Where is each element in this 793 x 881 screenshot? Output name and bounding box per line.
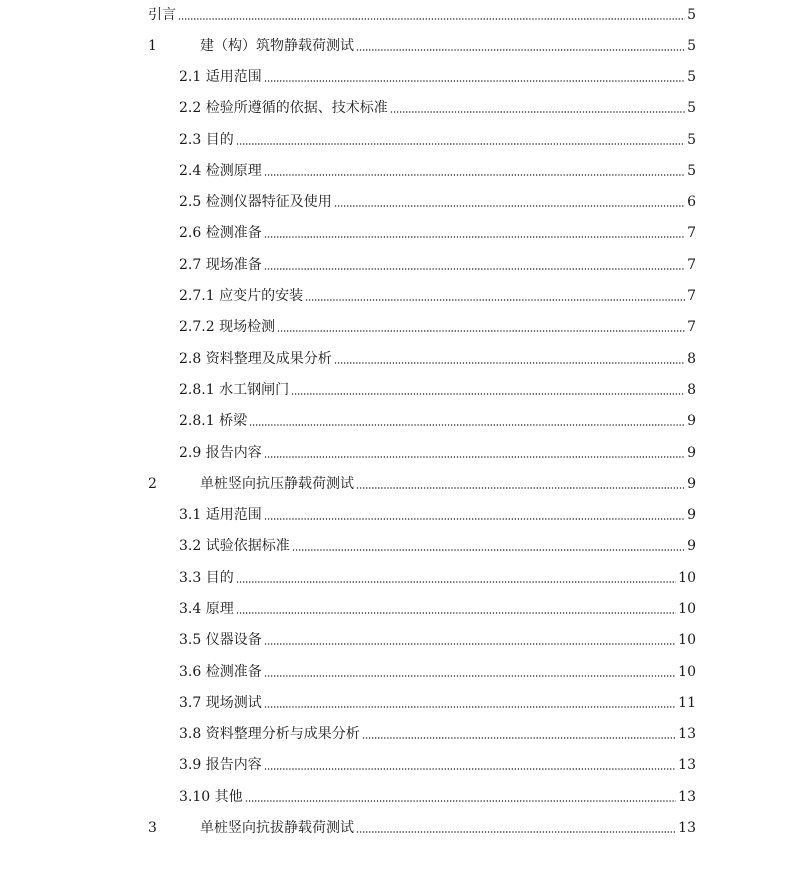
toc-entry-title: 3.2 试验依据标准 <box>179 538 290 555</box>
toc-page-number: 8 <box>687 350 696 367</box>
toc-entry[interactable] <box>148 155 696 186</box>
toc-entry-title: 3.1 适用范围 <box>179 507 262 524</box>
toc-entry-title: 2.8.1 水工钢闸门 <box>179 381 290 398</box>
toc-dot-leader <box>264 517 685 521</box>
toc-entry[interactable] <box>148 280 696 311</box>
toc-entry[interactable] <box>148 0 696 30</box>
toc-dot-leader <box>264 455 685 459</box>
toc-entry-title: 2.7.2 现场检测 <box>179 319 276 336</box>
toc-entry-title: 3.6 检测准备 <box>179 663 262 680</box>
toc-dot-leader <box>390 110 685 114</box>
toc-page-number: 9 <box>687 413 696 430</box>
toc-entry-title: 2.4 检测原理 <box>179 162 262 179</box>
toc-page-number: 5 <box>687 37 696 54</box>
toc-dot-leader <box>264 267 685 271</box>
toc-page-number: 13 <box>678 726 696 743</box>
toc-entry[interactable] <box>148 312 696 343</box>
toc-entry-title: 单桩竖向抗压静载荷测试 <box>200 475 354 492</box>
toc-entry-title: 2.3 目的 <box>179 131 234 148</box>
toc-page-number: 10 <box>678 569 696 586</box>
toc-page-number: 10 <box>678 663 696 680</box>
toc-page-number: 5 <box>687 162 696 179</box>
toc-entry[interactable] <box>148 374 696 405</box>
toc-entry[interactable] <box>148 593 696 624</box>
toc-page-number: 5 <box>687 100 696 117</box>
toc-entry-title: 2.8.1 桥梁 <box>179 413 248 430</box>
toc-dot-leader <box>264 79 685 83</box>
toc-entry[interactable] <box>148 562 696 593</box>
toc-entry[interactable] <box>148 656 696 687</box>
toc-dot-leader <box>178 17 685 21</box>
toc-entry-title: 3.10 其他 <box>179 788 243 805</box>
toc-entry-title: 2.5 检测仪器特征及使用 <box>179 194 332 211</box>
toc-entry[interactable] <box>148 124 696 155</box>
toc-dot-leader <box>245 799 677 803</box>
toc-dot-leader <box>249 423 685 427</box>
toc-page-number: 13 <box>678 820 696 837</box>
toc-entry[interactable] <box>148 750 696 781</box>
toc-page-number: 9 <box>687 507 696 524</box>
toc-dot-leader <box>277 329 685 333</box>
toc-page-number: 7 <box>687 319 696 336</box>
toc-entry-title: 引言 <box>148 7 176 23</box>
toc-dot-leader <box>264 674 676 678</box>
toc-page-number: 13 <box>678 788 696 805</box>
toc-entry-title: 2.2 检验所遵循的依据、技术标准 <box>179 100 388 117</box>
toc-dot-leader <box>305 298 685 302</box>
toc-entry-title: 3.8 资料整理分析与成果分析 <box>179 726 360 743</box>
toc-entry[interactable] <box>148 625 696 656</box>
toc-page-number: 10 <box>678 600 696 617</box>
toc-entry-title: 2.7 现场准备 <box>179 256 262 273</box>
toc-entry[interactable] <box>148 61 696 92</box>
toc-page-number: 5 <box>687 68 696 85</box>
toc-entry-title: 建（构）筑物静载荷测试 <box>200 37 354 54</box>
toc-entry[interactable] <box>148 781 696 812</box>
toc-entry[interactable] <box>148 719 696 750</box>
toc-entry-title: 3.9 报告内容 <box>179 757 262 774</box>
toc-entry[interactable] <box>148 249 696 280</box>
toc-dot-leader <box>264 767 676 771</box>
toc-entry[interactable] <box>148 499 696 530</box>
toc-dot-leader <box>236 611 676 615</box>
toc-dot-leader <box>264 173 685 177</box>
toc-dot-leader <box>362 736 676 740</box>
toc-dot-leader <box>236 142 685 146</box>
toc-entry-title: 2.8 资料整理及成果分析 <box>179 350 332 367</box>
toc-entry[interactable] <box>148 687 696 718</box>
toc-page-number: 7 <box>687 256 696 273</box>
toc-dot-leader <box>334 204 685 208</box>
table-of-contents <box>148 0 696 844</box>
toc-entry[interactable] <box>148 343 696 374</box>
toc-dot-leader <box>334 361 685 365</box>
toc-entry-title: 3.5 仪器设备 <box>179 632 262 649</box>
toc-dot-leader <box>264 235 685 239</box>
toc-entry[interactable] <box>148 437 696 468</box>
toc-entry[interactable] <box>148 186 696 217</box>
toc-entry[interactable] <box>148 812 696 843</box>
toc-dot-leader <box>291 392 685 396</box>
toc-entry-title: 3.3 目的 <box>179 569 234 586</box>
toc-chapter-number: 1 <box>148 37 157 54</box>
toc-entry-title: 2.7.1 应变片的安装 <box>179 288 304 305</box>
toc-page-number: 6 <box>687 194 696 211</box>
toc-dot-leader <box>356 830 676 834</box>
toc-page-number: 5 <box>687 7 696 23</box>
toc-chapter-number: 3 <box>148 820 157 837</box>
toc-entry[interactable] <box>148 531 696 562</box>
toc-entry[interactable] <box>148 406 696 437</box>
toc-entry[interactable] <box>148 93 696 124</box>
toc-chapter-number: 2 <box>148 475 157 492</box>
toc-page-number: 9 <box>687 538 696 555</box>
toc-entry-title: 2.9 报告内容 <box>179 444 262 461</box>
toc-entry-title: 3.4 原理 <box>179 600 234 617</box>
toc-entry-title: 单桩竖向抗拔静载荷测试 <box>200 820 354 837</box>
toc-entry[interactable] <box>148 468 696 499</box>
toc-entry[interactable] <box>148 30 696 61</box>
toc-page-number: 8 <box>687 381 696 398</box>
toc-page-number: 9 <box>687 475 696 492</box>
toc-page-number: 7 <box>687 288 696 305</box>
toc-dot-leader <box>264 705 676 709</box>
toc-page-number: 7 <box>687 225 696 242</box>
toc-entry[interactable] <box>148 218 696 249</box>
toc-dot-leader <box>292 548 685 552</box>
toc-entry-title: 3.7 现场测试 <box>179 694 262 711</box>
toc-entry-title: 2.6 检测准备 <box>179 225 262 242</box>
toc-page-number: 5 <box>687 131 696 148</box>
toc-page-number: 11 <box>678 694 696 711</box>
toc-entry-title: 2.1 适用范围 <box>179 68 262 85</box>
toc-page-number: 9 <box>687 444 696 461</box>
toc-dot-leader <box>356 48 685 52</box>
toc-dot-leader <box>356 486 685 490</box>
toc-dot-leader <box>264 642 676 646</box>
toc-page-number: 13 <box>678 757 696 774</box>
toc-page-number: 10 <box>678 632 696 649</box>
toc-dot-leader <box>236 580 676 584</box>
